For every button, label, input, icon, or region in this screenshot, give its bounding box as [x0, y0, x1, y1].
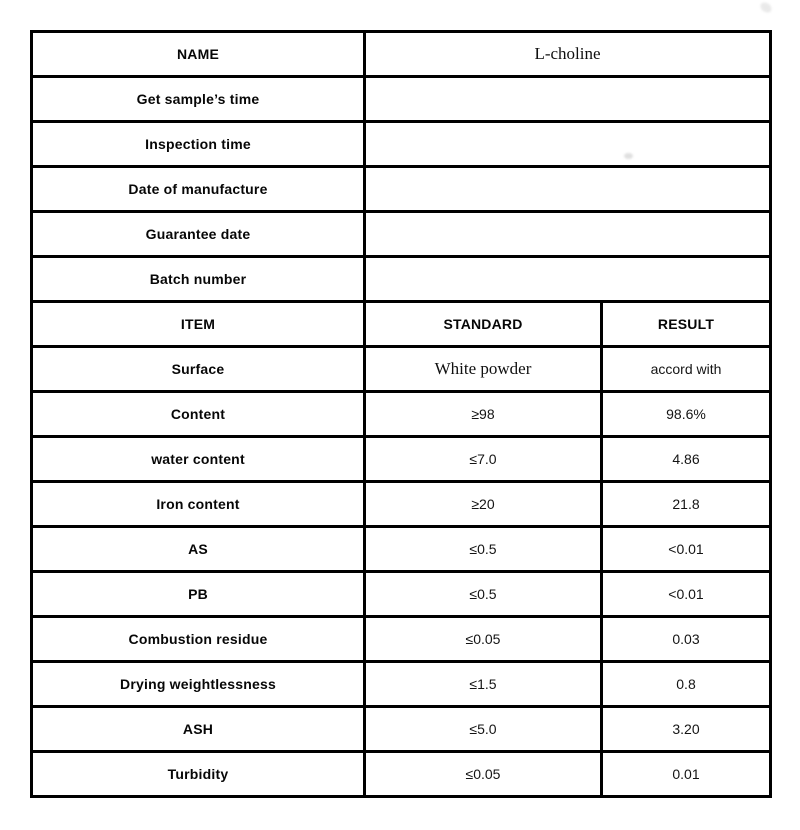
spec-result: 0.01	[602, 752, 771, 797]
spec-standard: ≤7.0	[365, 437, 602, 482]
spec-header-row	[32, 302, 771, 347]
spec-item: ASH	[32, 707, 365, 752]
spec-result: 4.86	[602, 437, 771, 482]
spec-standard: White powder	[365, 347, 602, 392]
spec-standard: ≤0.5	[365, 572, 602, 617]
spec-standard: ≤0.5	[365, 527, 602, 572]
table-row-as	[32, 527, 771, 572]
spec-standard: ≤5.0	[365, 707, 602, 752]
info-value-sample-time	[365, 77, 771, 122]
table-row-drying-weightlessness	[32, 662, 771, 707]
spec-result: 0.8	[602, 662, 771, 707]
column-header-standard: STANDARD	[365, 302, 602, 347]
info-value-inspection-time	[365, 122, 771, 167]
table-row-water-content	[32, 437, 771, 482]
column-header-item: ITEM	[32, 302, 365, 347]
spec-item: Iron content	[32, 482, 365, 527]
info-label-name: NAME	[32, 32, 365, 77]
spec-item: Combustion residue	[32, 617, 365, 662]
info-value-manufacture-date	[365, 167, 771, 212]
info-label-manufacture-date: Date of manufacture	[32, 167, 365, 212]
coa-table	[30, 30, 772, 798]
spec-item: AS	[32, 527, 365, 572]
info-label-sample-time: Get sample’s time	[32, 77, 365, 122]
spec-item: water content	[32, 437, 365, 482]
spec-item: PB	[32, 572, 365, 617]
spec-standard: ≤1.5	[365, 662, 602, 707]
info-value-name: L-choline	[365, 32, 771, 77]
table-row-name	[32, 32, 771, 77]
info-label-guarantee-date: Guarantee date	[32, 212, 365, 257]
info-value-batch-number	[365, 257, 771, 302]
spec-item: Turbidity	[32, 752, 365, 797]
spec-standard: ≥20	[365, 482, 602, 527]
spec-result: accord with	[602, 347, 771, 392]
table-row-surface	[32, 347, 771, 392]
table-row-combustion-residue	[32, 617, 771, 662]
table-row-inspection-time	[32, 122, 771, 167]
table-row-turbidity	[32, 752, 771, 797]
table-row-content	[32, 392, 771, 437]
spec-standard: ≤0.05	[365, 752, 602, 797]
spec-standard: ≥98	[365, 392, 602, 437]
table-row-batch-number	[32, 257, 771, 302]
scan-smudge	[759, 0, 774, 14]
column-header-result: RESULT	[602, 302, 771, 347]
table-row-pb	[32, 572, 771, 617]
spec-result: 0.03	[602, 617, 771, 662]
spec-result: <0.01	[602, 572, 771, 617]
scan-smudge	[624, 153, 633, 159]
table-row-ash	[32, 707, 771, 752]
spec-result: 3.20	[602, 707, 771, 752]
spec-result: <0.01	[602, 527, 771, 572]
spec-standard: ≤0.05	[365, 617, 602, 662]
table-row-manufacture-date	[32, 167, 771, 212]
spec-result: 21.8	[602, 482, 771, 527]
spec-item: Content	[32, 392, 365, 437]
info-label-batch-number: Batch number	[32, 257, 365, 302]
table-row-iron-content	[32, 482, 771, 527]
spec-result: 98.6%	[602, 392, 771, 437]
spec-item: Drying weightlessness	[32, 662, 365, 707]
info-value-guarantee-date	[365, 212, 771, 257]
info-label-inspection-time: Inspection time	[32, 122, 365, 167]
inspection-certificate-table	[30, 30, 769, 796]
table-row-sample-time	[32, 77, 771, 122]
spec-item: Surface	[32, 347, 365, 392]
table-row-guarantee-date	[32, 212, 771, 257]
